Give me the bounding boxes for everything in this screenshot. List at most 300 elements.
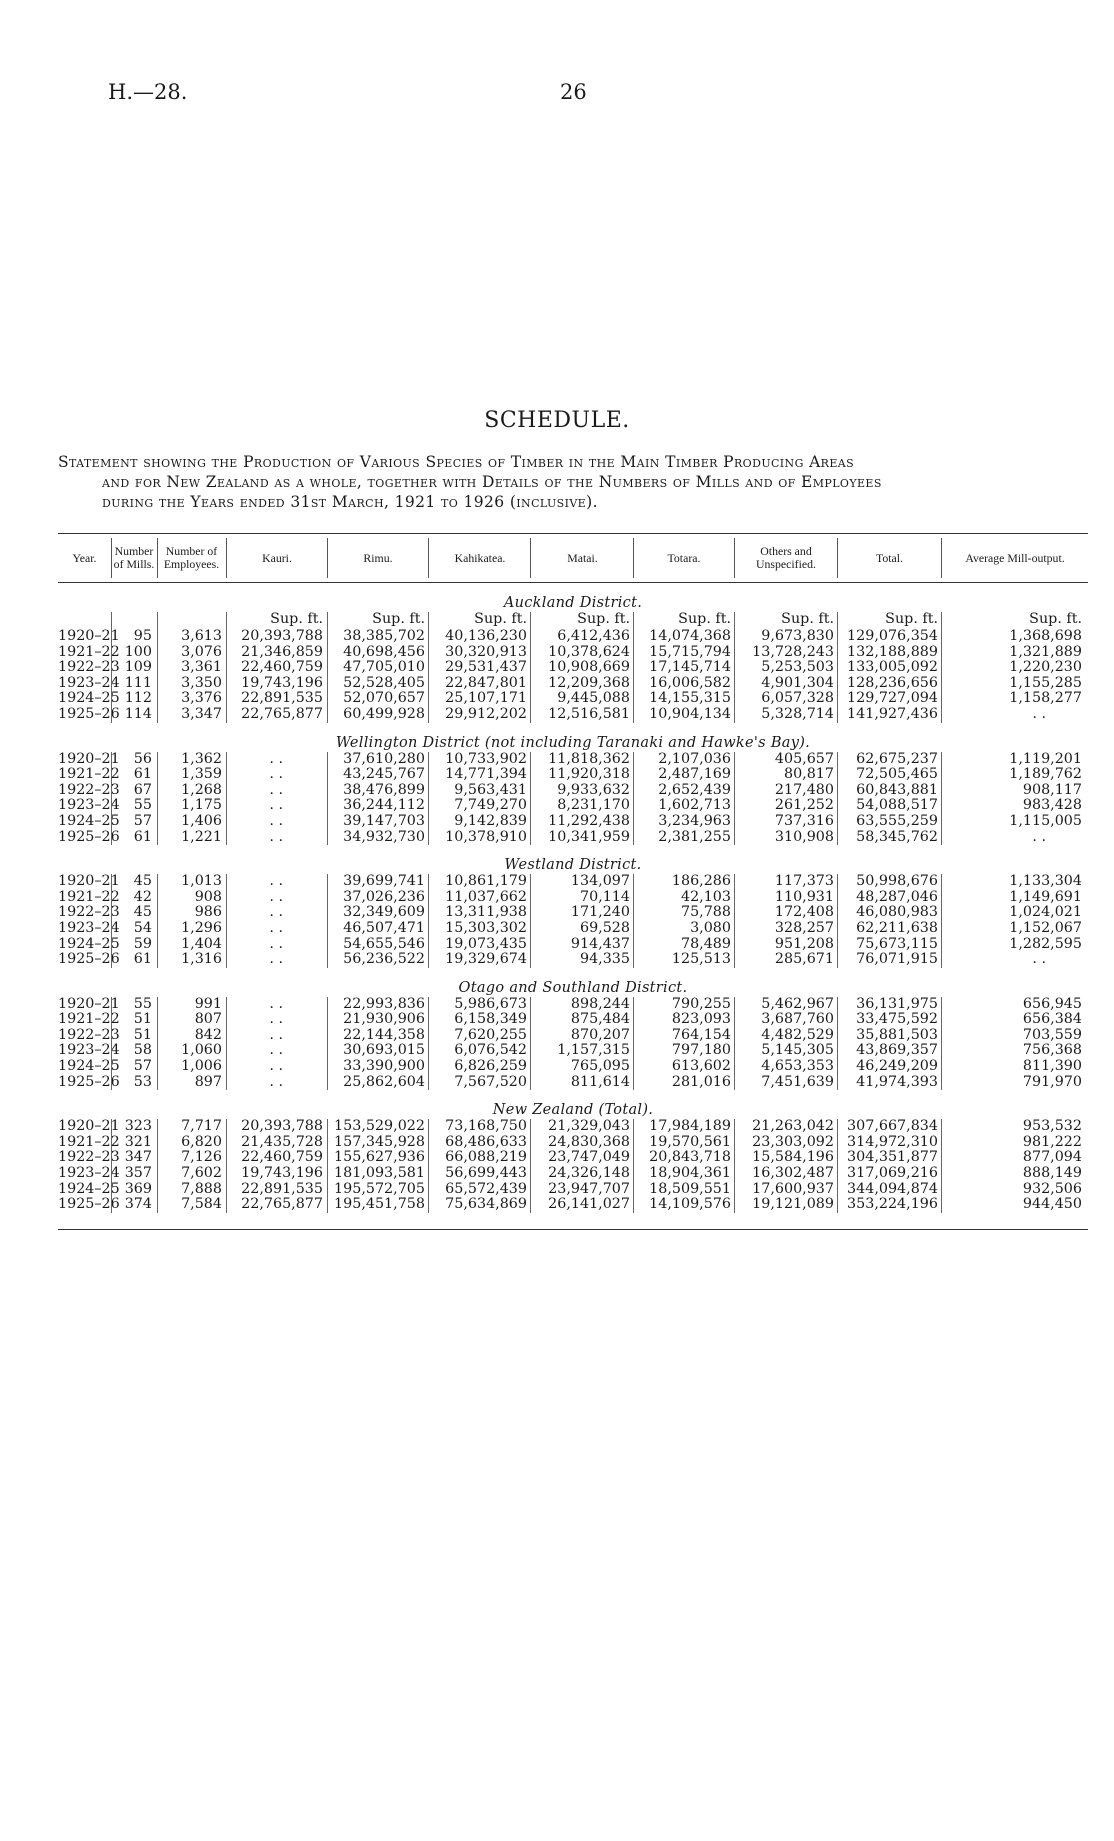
cell-average-output: 1,115,005 xyxy=(1009,812,1082,829)
schedule-title: SCHEDULE. xyxy=(484,408,630,433)
cell-kauri: . . xyxy=(269,766,283,783)
table-row xyxy=(58,874,1088,890)
cell-rimu: 54,655,546 xyxy=(343,935,425,952)
cell-kahikatea: 14,771,394 xyxy=(445,766,527,783)
cell-kahikatea: 66,088,219 xyxy=(445,1149,527,1166)
cell-average-output: 1,152,067 xyxy=(1009,919,1082,936)
cell-matai: 898,244 xyxy=(570,995,630,1012)
cell-kauri: . . xyxy=(269,1073,283,1090)
column-divider xyxy=(226,997,227,1091)
column-divider xyxy=(226,874,227,968)
column-header-matai: Matai. xyxy=(567,550,598,565)
table-row xyxy=(58,629,1088,645)
cell-kauri: . . xyxy=(269,828,283,845)
cell-total: 133,005,092 xyxy=(847,659,938,676)
district-title: Auckland District. xyxy=(503,595,643,611)
cell-kahikatea: 9,142,839 xyxy=(454,812,527,829)
cell-totara: 10,904,134 xyxy=(649,705,731,722)
cell-rimu: 195,572,705 xyxy=(334,1180,425,1197)
cell-rimu: 36,244,112 xyxy=(343,797,425,814)
cell-kahikatea: 29,912,202 xyxy=(445,705,527,722)
cell-matai: 914,437 xyxy=(570,935,630,952)
cell-kauri: . . xyxy=(269,904,283,921)
column-divider xyxy=(327,997,328,1091)
cell-year: 1925–26 xyxy=(58,1196,120,1213)
header-divider xyxy=(530,538,531,578)
cell-total: 141,927,436 xyxy=(847,705,938,722)
cell-others: 5,462,967 xyxy=(761,995,834,1012)
cell-year: 1924–25 xyxy=(58,812,120,829)
cell-total: 129,076,354 xyxy=(847,628,938,644)
cell-mills: 100 xyxy=(124,643,152,660)
cell-kauri: 21,435,728 xyxy=(241,1133,323,1150)
cell-year: 1925–26 xyxy=(58,951,120,968)
column-divider xyxy=(941,1119,942,1213)
cell-totara: 2,381,255 xyxy=(658,828,731,845)
column-divider xyxy=(327,612,328,723)
cell-employees: 842 xyxy=(194,1026,222,1043)
cell-others: 737,316 xyxy=(774,812,834,829)
cell-others: 9,673,830 xyxy=(761,628,834,644)
column-divider xyxy=(428,997,429,1091)
header-divider xyxy=(734,538,735,578)
cell-average-output: 908,117 xyxy=(1022,781,1082,798)
cell-matai: 1,157,315 xyxy=(557,1042,630,1059)
column-divider xyxy=(111,1119,112,1213)
column-header-kahikatea: Kahikatea. xyxy=(454,550,506,565)
cell-rimu: 37,610,280 xyxy=(343,750,425,767)
cell-kahikatea: 10,733,902 xyxy=(445,750,527,767)
cell-rimu: 22,144,358 xyxy=(343,1026,425,1043)
cell-others: 5,253,503 xyxy=(761,659,834,676)
cell-year: 1920–21 xyxy=(58,873,120,890)
cell-employees: 3,376 xyxy=(181,690,222,707)
table-row xyxy=(58,783,1088,799)
cell-average-output: 1,024,021 xyxy=(1009,904,1082,921)
cell-total: 353,224,196 xyxy=(847,1196,938,1213)
table-row xyxy=(58,1197,1088,1213)
column-divider xyxy=(837,997,838,1091)
cell-total: 304,351,877 xyxy=(847,1149,938,1166)
table-row xyxy=(58,691,1088,707)
cell-matai: 8,231,170 xyxy=(557,797,630,814)
cell-others: 310,908 xyxy=(774,828,834,845)
cell-year: 1922–23 xyxy=(58,659,120,676)
cell-totara: 2,487,169 xyxy=(658,766,731,783)
cell-rimu: 39,699,741 xyxy=(343,873,425,890)
page-number: 26 xyxy=(560,80,587,104)
cell-employees: 1,006 xyxy=(181,1058,222,1075)
cell-others: 23,303,092 xyxy=(752,1133,834,1150)
cell-rimu: 47,705,010 xyxy=(343,659,425,676)
cell-kauri: 21,346,859 xyxy=(241,643,323,660)
cell-average-output: 1,155,285 xyxy=(1009,674,1082,691)
cell-others: 17,600,937 xyxy=(752,1180,834,1197)
cell-rimu: 52,070,657 xyxy=(343,690,425,707)
cell-employees: 7,888 xyxy=(181,1180,222,1197)
table-row xyxy=(58,997,1088,1013)
cell-kauri: . . xyxy=(269,750,283,767)
unit-label: Sup. ft. xyxy=(678,611,731,627)
cell-year: 1920–21 xyxy=(58,1118,120,1135)
cell-year: 1920–21 xyxy=(58,995,120,1012)
cell-mills: 112 xyxy=(124,690,152,707)
cell-mills: 45 xyxy=(133,904,152,921)
cell-year: 1923–24 xyxy=(58,1042,120,1059)
cell-matai: 10,341,959 xyxy=(548,828,630,845)
cell-total: 307,667,834 xyxy=(847,1118,938,1135)
column-divider xyxy=(941,752,942,846)
cell-total: 76,071,915 xyxy=(856,951,938,968)
column-header-totara: Totara. xyxy=(667,550,701,565)
cell-rimu: 155,627,936 xyxy=(334,1149,425,1166)
cell-others: 21,263,042 xyxy=(752,1118,834,1135)
header-divider xyxy=(837,538,838,578)
cell-matai: 875,484 xyxy=(570,1011,630,1028)
cell-others: 15,584,196 xyxy=(752,1149,834,1166)
cell-totara: 75,788 xyxy=(680,904,731,921)
cell-matai: 11,292,438 xyxy=(548,812,630,829)
cell-employees: 1,406 xyxy=(181,812,222,829)
table-row xyxy=(58,1150,1088,1166)
table-row xyxy=(58,905,1088,921)
cell-totara: 790,255 xyxy=(671,995,731,1012)
column-divider xyxy=(734,1119,735,1213)
cell-mills: 114 xyxy=(124,705,152,722)
cell-totara: 613,602 xyxy=(671,1058,731,1075)
cell-kauri: . . xyxy=(269,995,283,1012)
table-row xyxy=(58,707,1088,723)
cell-rimu: 39,147,703 xyxy=(343,812,425,829)
cell-mills: 347 xyxy=(124,1149,152,1166)
cell-totara: 281,016 xyxy=(671,1073,731,1090)
column-divider xyxy=(633,874,634,968)
cell-matai: 12,209,368 xyxy=(548,674,630,691)
table-row xyxy=(58,1028,1088,1044)
column-divider xyxy=(226,1119,227,1213)
cell-average-output: 1,149,691 xyxy=(1009,888,1082,905)
cell-mills: 57 xyxy=(133,1058,152,1075)
cell-kauri: . . xyxy=(269,781,283,798)
district-block xyxy=(58,735,1088,846)
cell-totara: 14,109,576 xyxy=(649,1196,731,1213)
cell-total: 63,555,259 xyxy=(856,812,938,829)
cell-average-output: 1,133,304 xyxy=(1009,873,1082,890)
district-title: New Zealand (Total). xyxy=(492,1102,654,1119)
cell-employees: 3,350 xyxy=(181,674,222,691)
cell-year: 1921–22 xyxy=(58,643,120,660)
cell-total: 62,211,638 xyxy=(856,919,938,936)
table-row xyxy=(58,830,1088,846)
cell-total: 128,236,656 xyxy=(847,674,938,691)
cell-totara: 125,513 xyxy=(671,951,731,968)
cell-matai: 9,933,632 xyxy=(557,781,630,798)
cell-kahikatea: 5,986,673 xyxy=(454,995,527,1012)
cell-matai: 94,335 xyxy=(579,951,630,968)
cell-average-output: 1,189,762 xyxy=(1009,766,1082,783)
cell-kahikatea: 7,749,270 xyxy=(454,797,527,814)
cell-employees: 7,717 xyxy=(181,1118,222,1135)
statement-line: and for New Zealand as a whole, together with Details of the Numbers of Mills and of Employees xyxy=(102,473,882,491)
cell-year: 1921–22 xyxy=(58,766,120,783)
cell-rimu: 30,693,015 xyxy=(343,1042,425,1059)
cell-kahikatea: 11,037,662 xyxy=(445,888,527,905)
cell-kahikatea: 73,168,750 xyxy=(445,1118,527,1135)
cell-average-output: 811,390 xyxy=(1022,1058,1082,1075)
cell-others: 6,057,328 xyxy=(761,690,834,707)
cell-mills: 55 xyxy=(133,995,152,1012)
cell-others: 4,482,529 xyxy=(761,1026,834,1043)
cell-others: 16,302,487 xyxy=(752,1165,834,1182)
column-divider xyxy=(157,997,158,1091)
cell-matai: 9,445,088 xyxy=(557,690,630,707)
column-divider xyxy=(157,752,158,846)
cell-matai: 21,329,043 xyxy=(548,1118,630,1135)
cell-rimu: 25,862,604 xyxy=(343,1073,425,1090)
cell-average-output: 981,222 xyxy=(1022,1133,1082,1150)
cell-year: 1923–24 xyxy=(58,674,120,691)
table-row xyxy=(58,660,1088,676)
cell-others: 5,328,714 xyxy=(761,705,834,722)
cell-kahikatea: 56,699,443 xyxy=(445,1165,527,1182)
column-divider xyxy=(837,612,838,723)
header-divider xyxy=(157,538,158,578)
cell-kauri: 20,393,788 xyxy=(241,628,323,644)
unit-label: Sup. ft. xyxy=(781,611,834,627)
cell-others: 4,901,304 xyxy=(761,674,834,691)
table-row xyxy=(58,1182,1088,1198)
column-divider xyxy=(226,612,227,723)
cell-year: 1922–23 xyxy=(58,1026,120,1043)
cell-totara: 17,984,189 xyxy=(649,1118,731,1135)
unit-label: Sup. ft. xyxy=(270,611,323,627)
cell-mills: 61 xyxy=(133,828,152,845)
column-divider xyxy=(837,874,838,968)
cell-others: 285,671 xyxy=(774,951,834,968)
cell-employees: 1,013 xyxy=(181,873,222,890)
cell-total: 132,188,889 xyxy=(847,643,938,660)
cell-mills: 56 xyxy=(133,750,152,767)
column-header-employees: Number of Employees. xyxy=(163,544,220,571)
cell-average-output: 888,149 xyxy=(1022,1165,1082,1182)
column-header-mills: Number of Mills. xyxy=(113,544,155,571)
column-divider xyxy=(734,612,735,723)
cell-kauri: 20,393,788 xyxy=(241,1118,323,1135)
cell-year: 1921–22 xyxy=(58,888,120,905)
table-body xyxy=(58,595,1088,1213)
column-divider xyxy=(111,997,112,1091)
cell-employees: 1,316 xyxy=(181,951,222,968)
cell-kauri: 22,765,877 xyxy=(241,1196,323,1213)
table-row xyxy=(58,1012,1088,1028)
column-divider xyxy=(111,874,112,968)
cell-total: 317,069,216 xyxy=(847,1165,938,1182)
cell-rimu: 153,529,022 xyxy=(334,1118,425,1135)
cell-year: 1923–24 xyxy=(58,1165,120,1182)
cell-totara: 42,103 xyxy=(680,888,731,905)
cell-rimu: 38,385,702 xyxy=(343,628,425,644)
cell-total: 46,249,209 xyxy=(856,1058,938,1075)
cell-employees: 7,602 xyxy=(181,1165,222,1182)
cell-totara: 14,074,368 xyxy=(649,628,731,644)
table-row xyxy=(58,921,1088,937)
cell-others: 110,931 xyxy=(774,888,834,905)
cell-matai: 134,097 xyxy=(570,873,630,890)
cell-year: 1920–21 xyxy=(58,628,120,644)
cell-totara: 19,570,561 xyxy=(649,1133,731,1150)
column-divider xyxy=(428,612,429,723)
district-title: Wellington District (not including Taranaki and Hawke's Bay). xyxy=(335,734,811,751)
cell-kauri: . . xyxy=(269,951,283,968)
cell-kauri: 22,765,877 xyxy=(241,705,323,722)
cell-rimu: 181,093,581 xyxy=(334,1165,425,1182)
cell-kauri: 19,743,196 xyxy=(241,1165,323,1182)
cell-mills: 55 xyxy=(133,797,152,814)
cell-employees: 986 xyxy=(194,904,222,921)
cell-employees: 7,584 xyxy=(181,1196,222,1213)
cell-kahikatea: 7,567,520 xyxy=(454,1073,527,1090)
table-row xyxy=(58,1135,1088,1151)
cell-others: 5,145,305 xyxy=(761,1042,834,1059)
cell-year: 1922–23 xyxy=(58,904,120,921)
column-divider xyxy=(734,752,735,846)
cell-kauri: . . xyxy=(269,1042,283,1059)
column-divider xyxy=(428,1119,429,1213)
district-title: Otago and Southland District. xyxy=(458,979,688,996)
column-divider xyxy=(157,1119,158,1213)
cell-rimu: 46,507,471 xyxy=(343,919,425,936)
cell-average-output: 703,559 xyxy=(1022,1026,1082,1043)
cell-average-output: 1,368,698 xyxy=(1009,628,1082,644)
cell-kahikatea: 10,378,910 xyxy=(445,828,527,845)
cell-rimu: 40,698,456 xyxy=(343,643,425,660)
cell-rimu: 37,026,236 xyxy=(343,888,425,905)
cell-employees: 1,362 xyxy=(181,750,222,767)
cell-employees: 3,347 xyxy=(181,705,222,722)
table-row xyxy=(58,1059,1088,1075)
header-divider xyxy=(633,538,634,578)
cell-average-output: 656,945 xyxy=(1022,995,1082,1012)
header-divider xyxy=(327,538,328,578)
cell-average-output: 756,368 xyxy=(1022,1042,1082,1059)
cell-mills: 323 xyxy=(124,1118,152,1135)
cell-matai: 24,326,148 xyxy=(548,1165,630,1182)
cell-rimu: 52,528,405 xyxy=(343,674,425,691)
cell-matai: 10,908,669 xyxy=(548,659,630,676)
cell-total: 36,131,975 xyxy=(856,995,938,1012)
cell-average-output: 1,220,230 xyxy=(1009,659,1082,676)
cell-rimu: 195,451,758 xyxy=(334,1196,425,1213)
cell-year: 1925–26 xyxy=(58,828,120,845)
cell-kahikatea: 22,847,801 xyxy=(445,674,527,691)
column-divider xyxy=(837,1119,838,1213)
cell-mills: 51 xyxy=(133,1026,152,1043)
cell-rimu: 34,932,730 xyxy=(343,828,425,845)
cell-kauri: . . xyxy=(269,1011,283,1028)
cell-totara: 2,107,036 xyxy=(658,750,731,767)
district-block xyxy=(58,980,1088,1091)
cell-totara: 15,715,794 xyxy=(649,643,731,660)
cell-average-output: 1,321,889 xyxy=(1009,643,1082,660)
column-divider xyxy=(633,612,634,723)
header-divider xyxy=(226,538,227,578)
cell-year: 1924–25 xyxy=(58,1058,120,1075)
cell-matai: 171,240 xyxy=(570,904,630,921)
cell-year: 1921–22 xyxy=(58,1011,120,1028)
column-divider xyxy=(633,1119,634,1213)
cell-employees: 1,060 xyxy=(181,1042,222,1059)
cell-totara: 3,234,963 xyxy=(658,812,731,829)
table-row xyxy=(58,1075,1088,1091)
cell-totara: 17,145,714 xyxy=(649,659,731,676)
cell-kauri: . . xyxy=(269,797,283,814)
cell-average-output: 983,428 xyxy=(1022,797,1082,814)
cell-totara: 18,904,361 xyxy=(649,1165,731,1182)
cell-kauri: . . xyxy=(269,919,283,936)
table-row xyxy=(58,937,1088,953)
cell-mills: 59 xyxy=(133,935,152,952)
unit-label: Sup. ft. xyxy=(474,611,527,627)
cell-others: 7,451,639 xyxy=(761,1073,834,1090)
column-divider xyxy=(530,612,531,723)
cell-total: 72,505,465 xyxy=(856,766,938,783)
cell-mills: 54 xyxy=(133,919,152,936)
cell-kahikatea: 30,320,913 xyxy=(445,643,527,660)
cell-others: 261,252 xyxy=(774,797,834,814)
cell-others: 4,653,353 xyxy=(761,1058,834,1075)
cell-mills: 51 xyxy=(133,1011,152,1028)
cell-matai: 11,818,362 xyxy=(548,750,630,767)
cell-matai: 26,141,027 xyxy=(548,1196,630,1213)
cell-total: 314,972,310 xyxy=(847,1133,938,1150)
cell-totara: 186,286 xyxy=(671,873,731,890)
cell-rimu: 22,993,836 xyxy=(343,995,425,1012)
cell-mills: 374 xyxy=(124,1196,152,1213)
cell-matai: 6,412,436 xyxy=(557,628,630,644)
cell-matai: 70,114 xyxy=(579,888,630,905)
column-header-others: Others and Unspecified. xyxy=(756,544,816,571)
column-divider xyxy=(428,752,429,846)
table-header xyxy=(58,534,1088,583)
district-block xyxy=(58,857,1088,968)
cell-total: 48,287,046 xyxy=(856,888,938,905)
cell-kauri: . . xyxy=(269,1058,283,1075)
table-row xyxy=(58,676,1088,692)
cell-others: 13,728,243 xyxy=(752,643,834,660)
cell-others: 217,480 xyxy=(774,781,834,798)
statement-line: during the Years ended 31st March, 1921 to 1926 (inclusive). xyxy=(102,493,598,511)
cell-kahikatea: 19,073,435 xyxy=(445,935,527,952)
column-divider xyxy=(837,752,838,846)
cell-rimu: 38,476,899 xyxy=(343,781,425,798)
cell-year: 1925–26 xyxy=(58,1073,120,1090)
cell-matai: 12,516,581 xyxy=(548,705,630,722)
cell-year: 1920–21 xyxy=(58,750,120,767)
cell-total: 129,727,094 xyxy=(847,690,938,707)
cell-mills: 369 xyxy=(124,1180,152,1197)
cell-total: 344,094,874 xyxy=(847,1180,938,1197)
column-divider xyxy=(941,874,942,968)
cell-kahikatea: 68,486,633 xyxy=(445,1133,527,1150)
cell-employees: 3,613 xyxy=(181,628,222,644)
column-divider xyxy=(226,752,227,846)
cell-totara: 797,180 xyxy=(671,1042,731,1059)
cell-total: 46,080,983 xyxy=(856,904,938,921)
cell-totara: 78,489 xyxy=(680,935,731,952)
statement-line: Statement showing the Production of Various Species of Timber in the Main Timber Producing Areas xyxy=(58,453,855,471)
table-row xyxy=(58,1119,1088,1135)
cell-year: 1923–24 xyxy=(58,919,120,936)
